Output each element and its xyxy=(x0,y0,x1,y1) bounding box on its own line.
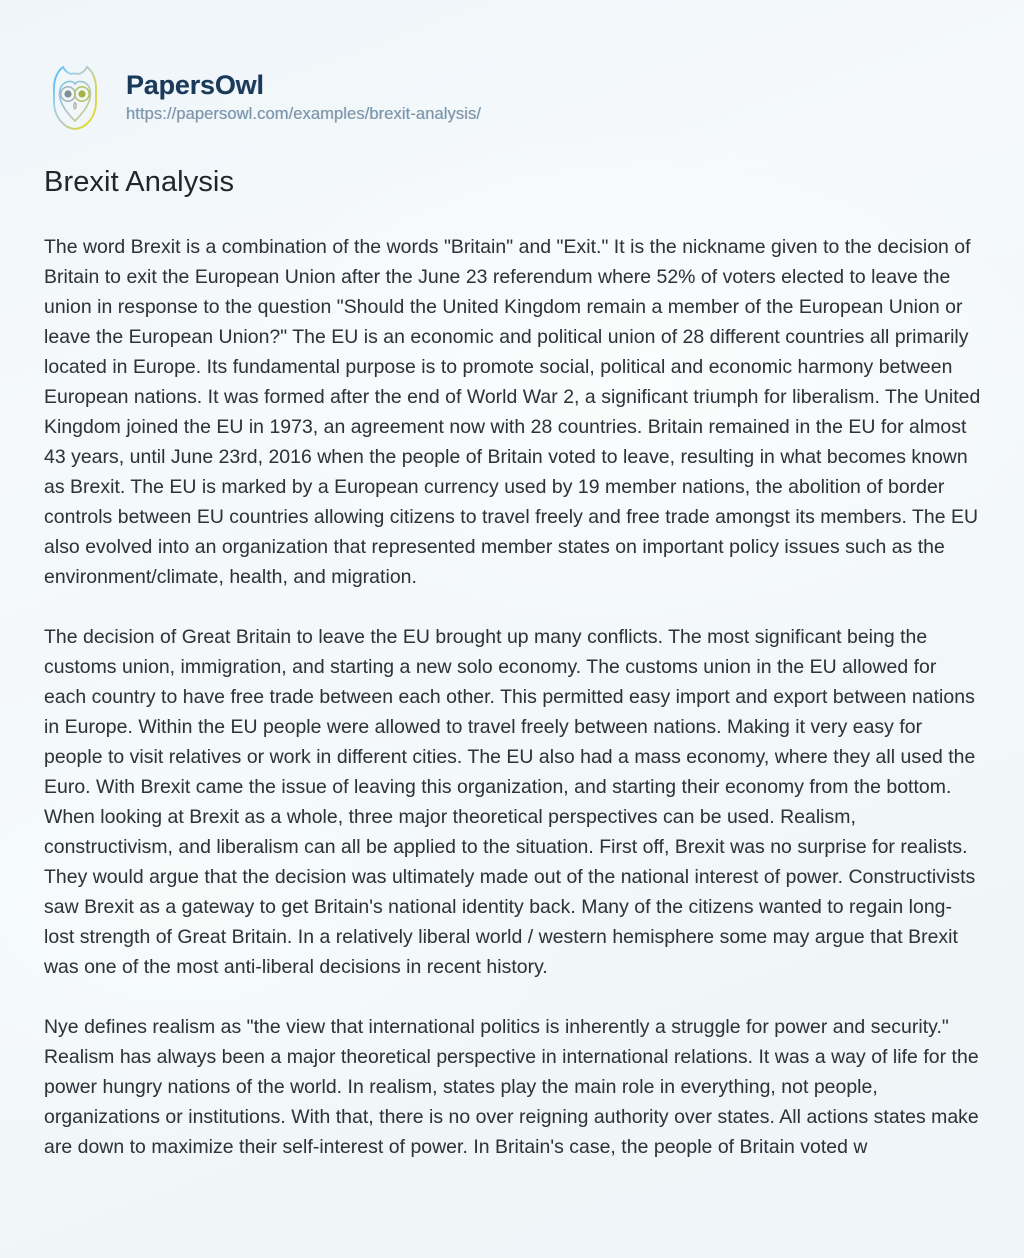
body-paragraph: The word Brexit is a combination of the words "Britain" and "Exit." It is the nickname given to the decision of Britain to exit the European Union after the June 23 referendum where 52% of voters elected to leave the union in response to the question "Should the United Kingdom remain a member of the European Union or leave the European Union?" The EU is an economic and political union of 28 different countries all primarily located in Europe. Its fundamental purpose is to promote social, political and economic harmony between European nations. It was formed after the end of World War 2, a significant triumph for liberalism. The United Kingdom joined the EU in 1973, an agreement now with 28 countries. Britain remained in the EU for almost 43 years, until June 23rd, 2016 when the people of Britain voted to leave, resulting in what becomes known as Brexit. The EU is marked by a European currency used by 19 member nations, the abolition of border controls between EU countries allowing citizens to travel freely and free trade amongst its members. The EU also evolved into an organization that represented member states on important policy issues such as the environment/climate, health, and migration. xyxy=(44,236,981,588)
site-header xyxy=(44,52,481,144)
brand-name: PapersOwl xyxy=(126,69,264,100)
body-paragraph: Nye defines realism as "the view that international politics is inherently a struggle for power and security." Realism has always been a major theoretical perspective in international relations. It was a way of life for the power hungry nations of the world. In realism, states play the main role in everything, not people, organizations or institutions. With that, there is no over reigning authority over states. All actions states make are down to maximize their self-interest of power. In Britain's case, the people of Britain voted w xyxy=(44,1016,979,1158)
page-title: Brexit Analysis xyxy=(44,166,235,198)
owl-logo-icon xyxy=(44,64,106,132)
source-url: https://papersowl.com/examples/brexit-analysis/ xyxy=(126,104,482,123)
brand-block xyxy=(126,69,482,125)
body-paragraph: The decision of Great Britain to leave the EU brought up many conflicts. The most significant being the customs union, immigration, and starting a new solo economy. The customs union in the EU allowed for each country to have free trade between each other. This permitted easy import and export between nations in Europe. Within the EU people were allowed to travel freely between nations. Making it very easy for people to visit relatives or work in different cities. The EU also had a mass economy, where they all used the Euro. With Brexit came the issue of leaving this organization, and starting their economy from the bottom. When looking at Brexit as a whole, three major theoretical perspectives can be used. Realism, constructivism, and liberalism can all be applied to the situation. First off, Brexit was no surprise for realists. They would argue that the decision was ultimately made out of the national interest of power. Constructivists saw Brexit as a gateway to get Britain's national identity back. Many of the citizens wanted to regain long-lost strength of Great Britain. In a relatively liberal world / western hemisphere some may argue that Brexit was one of the most anti-liberal decisions in recent history. xyxy=(44,626,976,978)
document-body xyxy=(44,232,982,1162)
